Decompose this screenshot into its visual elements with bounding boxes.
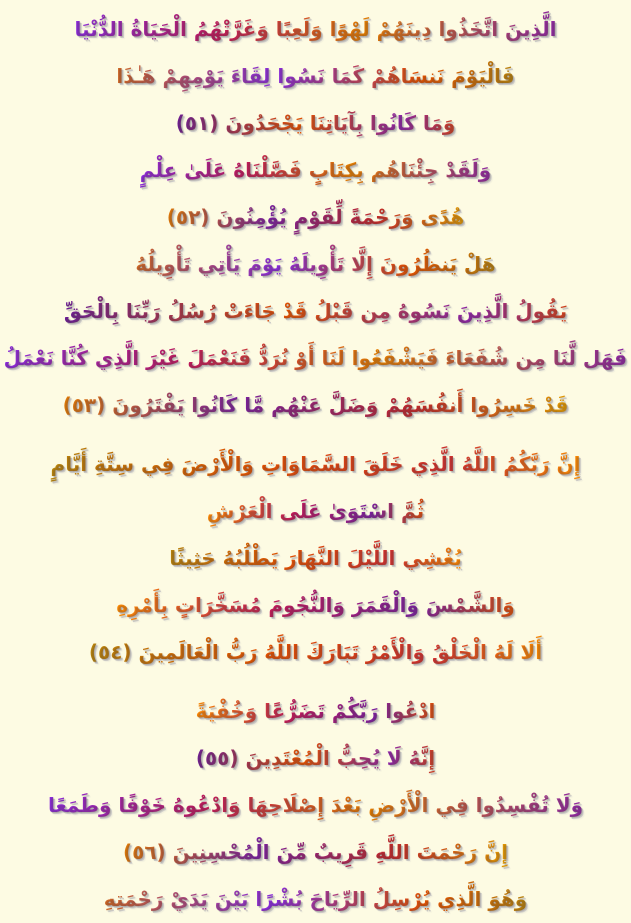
- verse-line: [0, 688, 631, 735]
- verse-text: وَلَا تُفْسِدُوا فِي الْأَرْضِ بَعْدَ إِصْلَاحِهَا وَادْعُوهُ خَوْفًا وَطَمَعًا: [44, 782, 587, 829]
- verse-line: [0, 147, 631, 194]
- stanza-2: [0, 441, 631, 676]
- verse-text: أَلَا لَهُ الْخَلْقُ وَالْأَمْرُ تَبَارَكَ اللَّهُ رَبُّ الْعَالَمِينَ (٥٤): [85, 629, 546, 676]
- verse-line: [0, 382, 631, 429]
- verse-line: [0, 53, 631, 100]
- verse-text: فَالْيَوْمَ نَنسَاهُمْ كَمَا نَسُوا لِقَاءَ يَوْمِهِمْ هَـٰذَا: [112, 53, 518, 100]
- verse-line: [0, 335, 631, 382]
- verse-line: [0, 6, 631, 53]
- verse-text: الَّذِينَ اتَّخَذُوا دِينَهُمْ لَهْوًا وَلَعِبًا وَغَرَّتْهُمُ الْحَيَاةُ الدُّنْيَا: [71, 6, 561, 53]
- verse-text: يُغْشِي اللَّيْلَ النَّهَارَ يَطْلُبُهُ حَثِيثًا: [165, 535, 465, 582]
- verse-line: [0, 241, 631, 288]
- verse-text: وَالشَّمْسَ وَالْقَمَرَ وَالنُّجُومَ مُسَخَّرَاتٍ بِأَمْرِهِ: [112, 582, 519, 629]
- verse-line: [0, 582, 631, 629]
- verse-text: إِنَّ رَبَّكُمُ اللَّهُ الَّذِي خَلَقَ السَّمَاوَاتِ وَالْأَرْضَ فِي سِتَّةِ أَيَّامٍ: [47, 441, 585, 488]
- verse-text: وَمَا كَانُوا بِآيَاتِنَا يَجْحَدُونَ (٥١): [172, 100, 460, 147]
- stanza-1: [0, 6, 631, 429]
- verse-line: [0, 876, 631, 923]
- verse-text: إِنَّهُ لَا يُحِبُّ الْمُعْتَدِينَ (٥٥): [192, 735, 439, 782]
- verse-text: يَقُولُ الَّذِينَ نَسُوهُ مِن قَبْلُ قَدْ جَاءَتْ رُسُلُ رَبِّنَا بِالْحَقِّ: [60, 288, 571, 335]
- verse-line: [0, 100, 631, 147]
- verse-line: [0, 629, 631, 676]
- verse-text: قَدْ خَسِرُوا أَنفُسَهُمْ وَضَلَّ عَنْهُم مَّا كَانُوا يَفْتَرُونَ (٥٣): [59, 382, 573, 429]
- verse-line: [0, 782, 631, 829]
- verse-text: فَهَل لَّنَا مِن شُفَعَاءَ فَيَشْفَعُوا لَنَا أَوْ نُرَدُّ فَنَعْمَلَ غَيْرَ الَّذِي كُنَّا نَعْمَلُ: [0, 335, 631, 382]
- verse-text: هُدًى وَرَحْمَةً لِّقَوْمٍ يُؤْمِنُونَ (٥٢): [163, 194, 469, 241]
- verse-text: ادْعُوا رَبَّكُمْ تَضَرُّعًا وَخُفْيَةً: [192, 688, 440, 735]
- verse-text: وَلَقَدْ جِئْنَاهُم بِكِتَابٍ فَصَّلْنَاهُ عَلَىٰ عِلْمٍ: [136, 147, 495, 194]
- verse-line: [0, 194, 631, 241]
- verse-text: وَهُوَ الَّذِي يُرْسِلُ الرِّيَاحَ بُشْرًا بَيْنَ يَدَيْ رَحْمَتِهِ: [100, 876, 531, 923]
- verse-line: [0, 441, 631, 488]
- verse-line: [0, 288, 631, 335]
- stanza-3: [0, 688, 631, 923]
- verse-line: [0, 735, 631, 782]
- verse-line: [0, 829, 631, 876]
- verse-text: هَلْ يَنظُرُونَ إِلَّا تَأْوِيلَهُ يَوْمَ يَأْتِي تَأْوِيلُهُ: [131, 241, 499, 288]
- verse-line: [0, 488, 631, 535]
- verse-text: ثُمَّ اسْتَوَىٰ عَلَى الْعَرْشِ: [203, 488, 428, 535]
- verse-text: إِنَّ رَحْمَتَ اللَّهِ قَرِيبٌ مِّنَ الْمُحْسِنِينَ (٥٦): [119, 829, 512, 876]
- verse-line: [0, 535, 631, 582]
